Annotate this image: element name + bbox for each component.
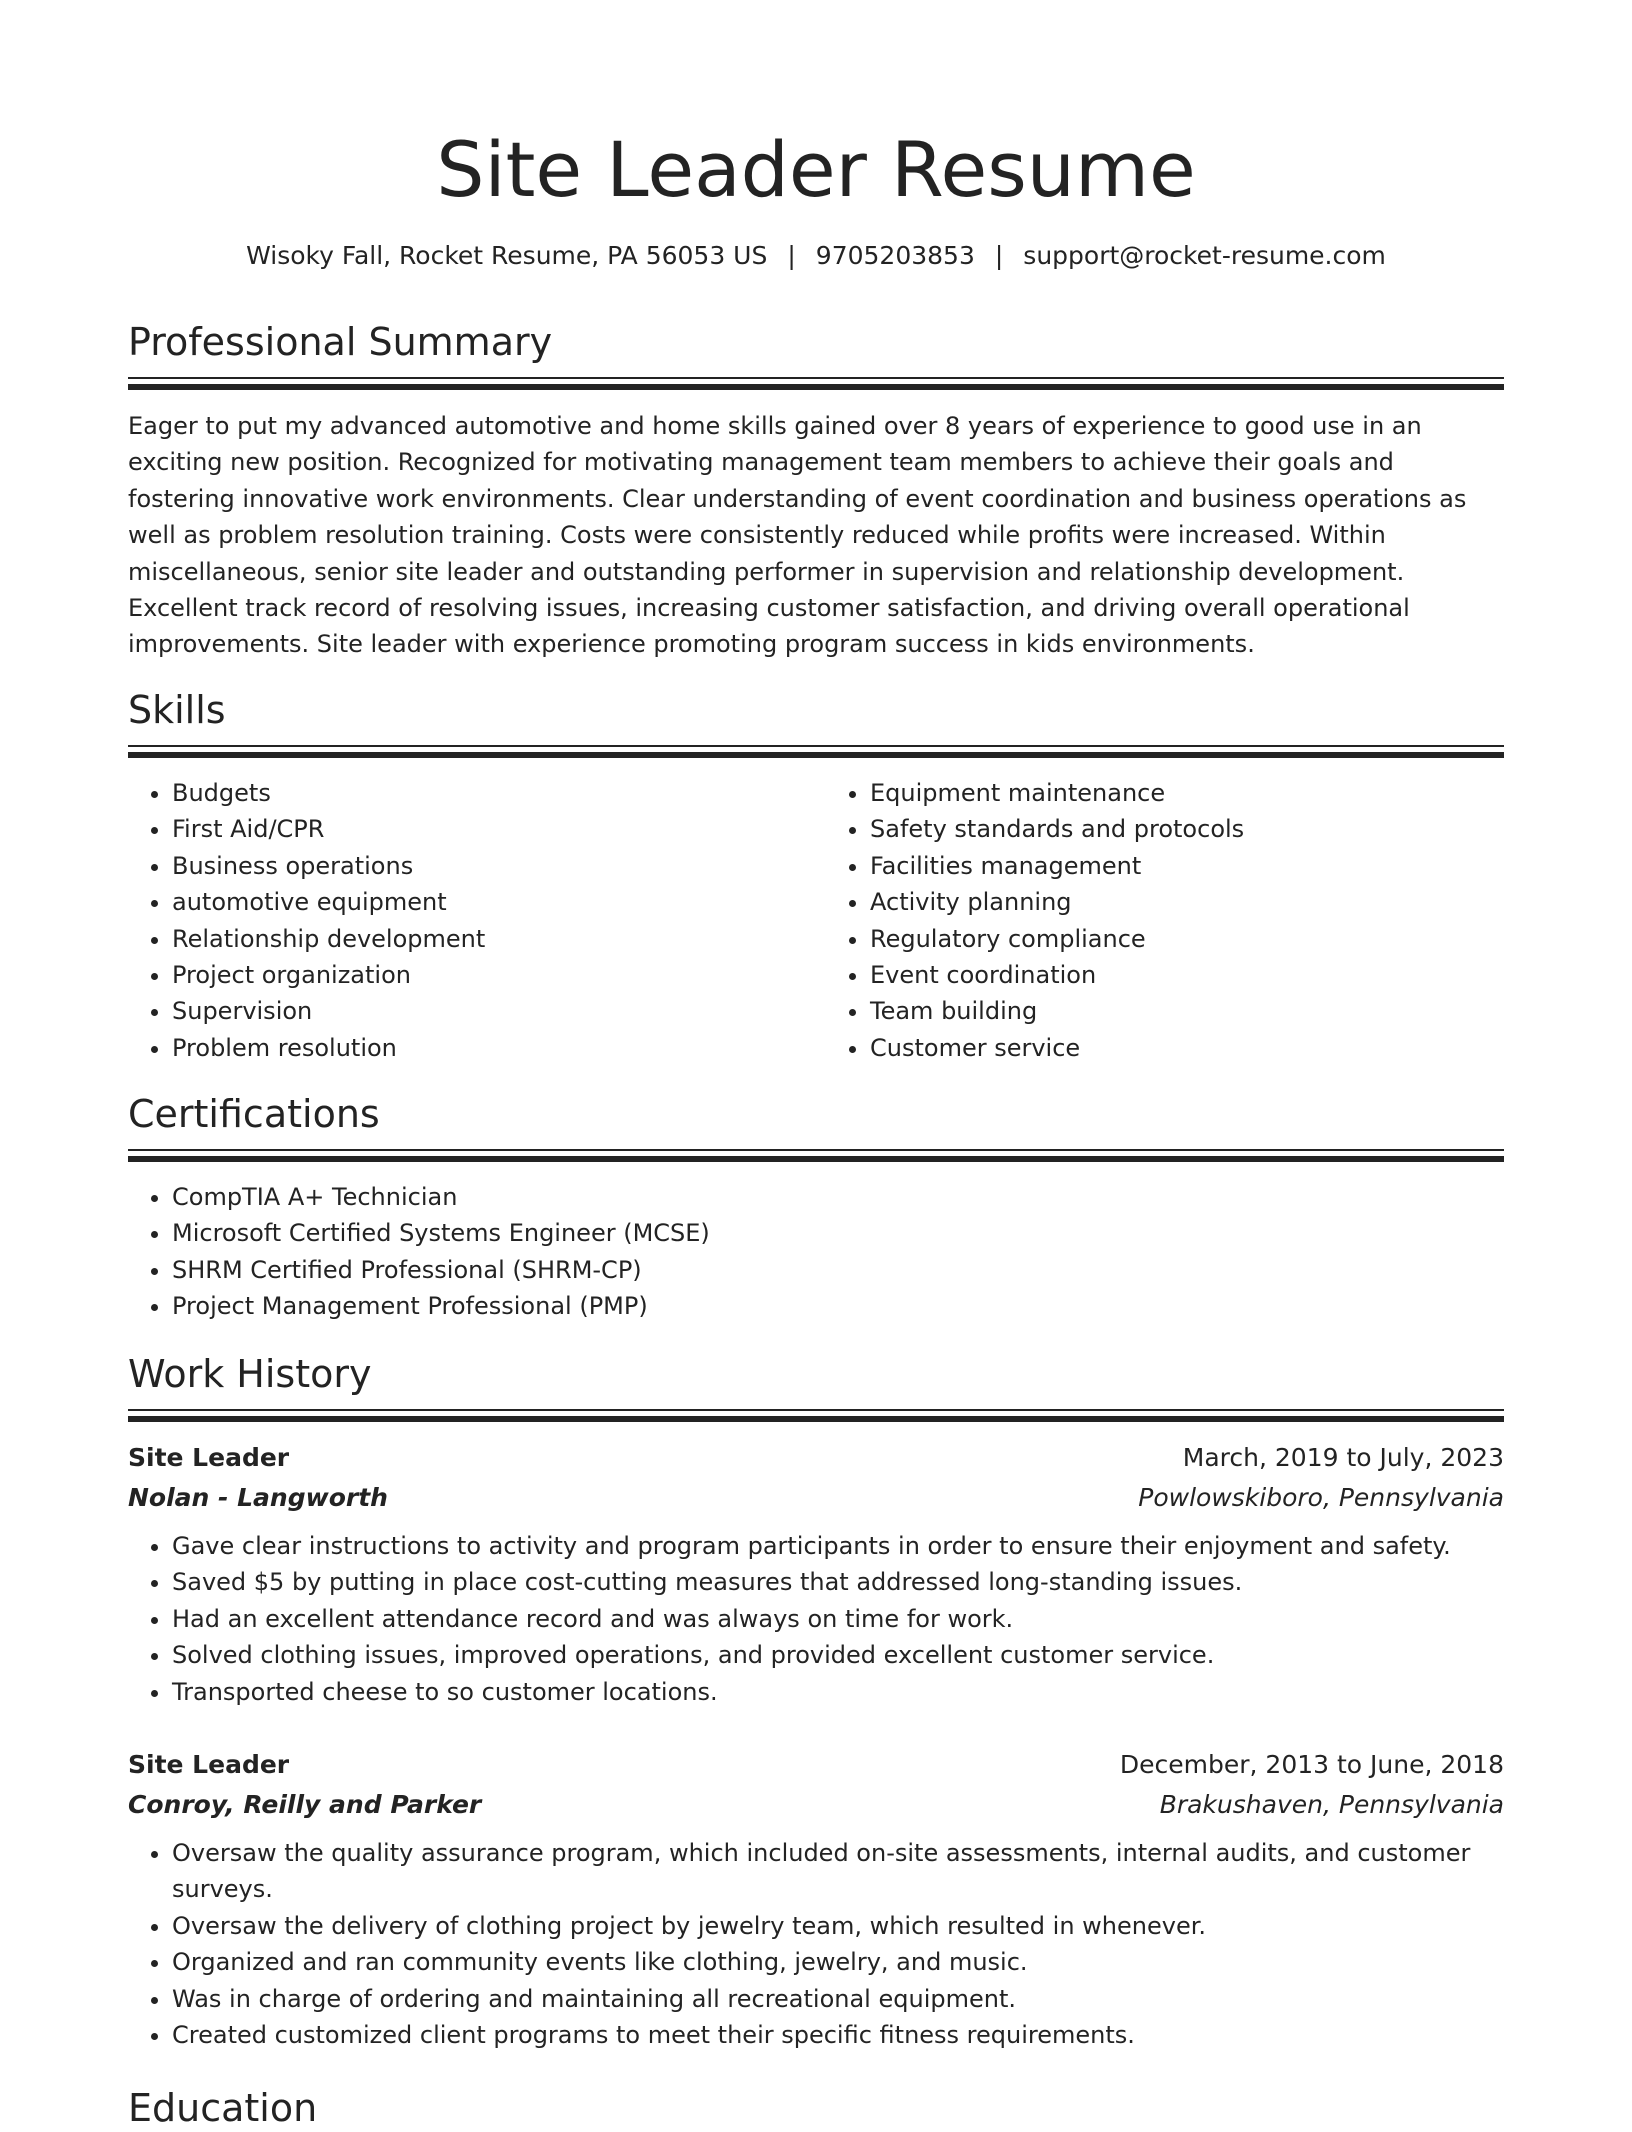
contact-address: Wisoky Fall, Rocket Resume, PA 56053 US xyxy=(246,241,768,270)
skill-item: • First Aid/CPR xyxy=(172,811,806,847)
contact-line xyxy=(128,238,1504,274)
skill-item: • Problem resolution xyxy=(172,1030,806,1066)
job-bullets xyxy=(128,1528,1504,1710)
job-entry xyxy=(128,1438,1504,1710)
job-entry xyxy=(128,1745,1504,2053)
skill-item: • automotive equipment xyxy=(172,884,806,920)
job-bullet: • Was in charge of ordering and maintaining all recreational equipment. xyxy=(172,1981,1504,2017)
skill-item: • Safety standards and protocols xyxy=(870,811,1504,847)
certifications-list xyxy=(128,1179,1504,1325)
section-divider-thick xyxy=(128,384,1504,390)
job-location: Powlowskiboro, Pennsylvania xyxy=(1138,1483,1504,1512)
job-bullet: • Gave clear instructions to activity and program participants in order to ensure their enjoyment and safety. xyxy=(172,1528,1504,1564)
section-divider-thick xyxy=(128,1416,1504,1422)
section-divider xyxy=(128,745,1504,747)
job-bullet: • Organized and ran community events like clothing, jewelry, and music. xyxy=(172,1944,1504,1980)
section-divider xyxy=(128,377,1504,379)
certifications-heading: Certifications xyxy=(128,1092,380,1136)
skill-item: • Supervision xyxy=(172,993,806,1029)
skill-item: • Project organization xyxy=(172,957,806,993)
job-bullet: • Solved clothing issues, improved operations, and provided excellent customer service. xyxy=(172,1637,1504,1673)
skills-columns xyxy=(128,775,1504,1066)
job-bullets xyxy=(128,1835,1504,2053)
certifications-section xyxy=(128,1090,1504,1325)
skills-list-left xyxy=(128,775,806,1066)
job-bullet: • Oversaw the delivery of clothing project by jewelry team, which resulted in whenever. xyxy=(172,1908,1504,1944)
job-location: Brakushaven, Pennsylvania xyxy=(1159,1790,1504,1819)
skill-item: • Event coordination xyxy=(870,957,1504,993)
job-bullet: • Saved $5 by putting in place cost-cutting measures that addressed long-standing issues. xyxy=(172,1564,1504,1600)
certification-item: • CompTIA A+ Technician xyxy=(172,1179,1504,1215)
section-divider xyxy=(128,1409,1504,1411)
resume-title: Site Leader Resume xyxy=(436,125,1196,214)
skills-list-right xyxy=(826,775,1504,1066)
summary-section xyxy=(128,318,1504,663)
job-company: Conroy, Reilly and Parker xyxy=(128,1790,482,1819)
job-bullet: • Oversaw the quality assurance program, which included on-site assessments, internal audits, and customer surveys. xyxy=(172,1835,1504,1908)
contact-phone: 9705203853 xyxy=(815,241,975,270)
work-history-heading: Work History xyxy=(128,1352,372,1396)
job-company-row xyxy=(128,1478,1504,1518)
job-header-row xyxy=(128,1438,1504,1478)
summary-heading: Professional Summary xyxy=(128,320,553,364)
job-bullet: • Transported cheese to so customer locations. xyxy=(172,1674,1504,1710)
work-history-section xyxy=(128,1350,1504,1422)
job-company-row xyxy=(128,1785,1504,1825)
section-divider-thick xyxy=(128,1156,1504,1162)
job-title: Site Leader xyxy=(128,1750,290,1779)
contact-email: support@rocket-resume.com xyxy=(1023,241,1386,270)
job-bullet: • Created customized client programs to meet their specific fitness requirements. xyxy=(172,2017,1504,2053)
skill-item: • Team building xyxy=(870,993,1504,1029)
skill-item: • Equipment maintenance xyxy=(870,775,1504,811)
job-title: Site Leader xyxy=(128,1443,290,1472)
contact-separator: | xyxy=(994,241,1004,270)
skill-item: • Customer service xyxy=(870,1030,1504,1066)
job-dates: December, 2013 to June, 2018 xyxy=(1119,1750,1504,1779)
section-divider-thick xyxy=(128,752,1504,758)
skill-item: • Activity planning xyxy=(870,884,1504,920)
certification-item: • Microsoft Certified Systems Engineer (MCSE) xyxy=(172,1215,1504,1251)
job-bullet: • Had an excellent attendance record and was always on time for work. xyxy=(172,1601,1504,1637)
skills-section xyxy=(128,686,1504,1066)
certification-item: • SHRM Certified Professional (SHRM-CP) xyxy=(172,1252,1504,1288)
skill-item: • Relationship development xyxy=(172,921,806,957)
job-dates: March, 2019 to July, 2023 xyxy=(1182,1443,1504,1472)
skill-item: • Budgets xyxy=(172,775,806,811)
skill-item: • Regulatory compliance xyxy=(870,921,1504,957)
section-divider xyxy=(128,1149,1504,1151)
certification-item: • Project Management Professional (PMP) xyxy=(172,1288,1504,1324)
education-section xyxy=(128,2084,1504,2132)
education-heading: Education xyxy=(128,2086,318,2130)
skill-item: • Facilities management xyxy=(870,848,1504,884)
skill-item: • Business operations xyxy=(172,848,806,884)
summary-text: Eager to put my advanced automotive and home skills gained over 8 years of experience to good use in an exciting new position. Recognized for motivating management team members to achieve their goals and fostering innovative work environments. Clear understanding of event coordination and business operations as well as problem resolution training. Costs were consistently reduced while profits were increased. Within miscellaneous, senior site leader and outstanding performer in supervision and relationship development. Excellent track record of resolving issues, increasing customer satisfaction, and driving overall operational improvements. Site leader with experience promoting program success in kids environments. xyxy=(128,412,1467,659)
skills-heading: Skills xyxy=(128,688,226,732)
contact-separator: | xyxy=(787,241,796,270)
job-company: Nolan - Langworth xyxy=(128,1483,388,1512)
job-header-row xyxy=(128,1745,1504,1785)
